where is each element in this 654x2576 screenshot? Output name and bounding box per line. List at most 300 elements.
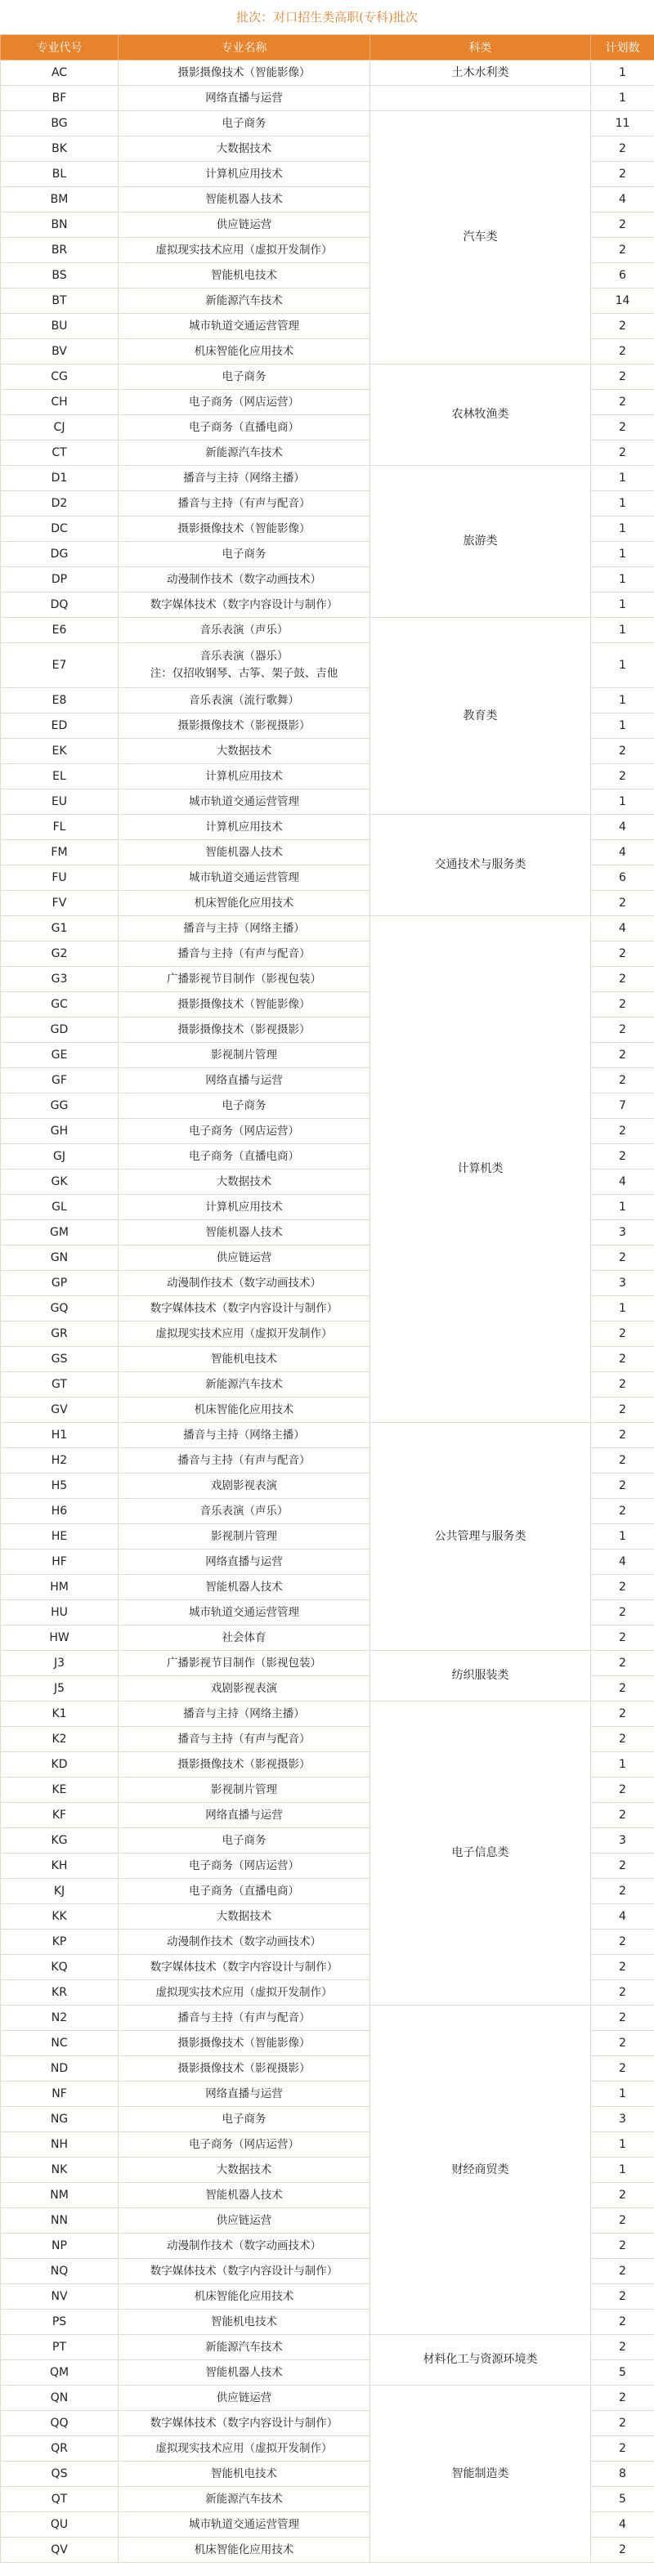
- cell-name: 虚拟现实技术应用（虚拟开发制作）: [119, 2436, 370, 2462]
- cell-category: 智能制造类: [370, 2386, 591, 2563]
- cell-code: ND: [1, 2056, 119, 2082]
- cell-name: 电子商务: [119, 364, 370, 390]
- cell-plan-count: 2: [591, 2056, 654, 2082]
- cell-code: J3: [1, 1651, 119, 1676]
- cell-plan-count: 2: [591, 238, 654, 263]
- cell-plan-count: 1: [591, 60, 654, 86]
- cell-code: FM: [1, 840, 119, 865]
- cell-name: 虚拟现实技术应用（虚拟开发制作）: [119, 1322, 370, 1347]
- cell-name: 新能源汽车技术: [119, 2487, 370, 2512]
- cell-name: 播音与主持（网络主播）: [119, 1702, 370, 1727]
- cell-name: 供应链运营: [119, 1246, 370, 1271]
- table-row: [1, 2006, 654, 2031]
- cell-plan-count: 2: [591, 1879, 654, 1904]
- cell-plan-count: 2: [591, 2031, 654, 2056]
- cell-code: K1: [1, 1702, 119, 1727]
- cell-plan-count: 2: [591, 136, 654, 162]
- cell-plan-count: 1: [591, 593, 654, 618]
- cell-plan-count: 2: [591, 441, 654, 466]
- cell-code: GH: [1, 1119, 119, 1144]
- cell-name: 电子商务（网店运营）: [119, 390, 370, 415]
- cell-code: PS: [1, 2310, 119, 2335]
- cell-plan-count: 2: [591, 1322, 654, 1347]
- cell-plan-count: 2: [591, 1980, 654, 2006]
- cell-plan-count: 4: [591, 1550, 654, 1575]
- cell-name: 音乐表演（声乐）: [119, 618, 370, 643]
- cell-plan-count: 1: [591, 517, 654, 542]
- cell-plan-count: 2: [591, 967, 654, 992]
- cell-category: 公共管理与服务类: [370, 1423, 591, 1651]
- cell-code: NH: [1, 2132, 119, 2158]
- cell-plan-count: 1: [591, 1752, 654, 1778]
- cell-code: HF: [1, 1550, 119, 1575]
- cell-plan-count: 2: [591, 2436, 654, 2462]
- cell-name: 摄影摄像技术（影视摄影）: [119, 2056, 370, 2082]
- cell-code: H5: [1, 1474, 119, 1499]
- cell-code: GR: [1, 1322, 119, 1347]
- cell-code: KD: [1, 1752, 119, 1778]
- cell-name: 播音与主持（网络主播）: [119, 1423, 370, 1448]
- cell-plan-count: 2: [591, 1955, 654, 1980]
- cell-plan-count: 2: [591, 739, 654, 764]
- cell-plan-count: 6: [591, 263, 654, 288]
- cell-code: K2: [1, 1727, 119, 1752]
- cell-plan-count: 2: [591, 1068, 654, 1093]
- cell-plan-count: 2: [591, 1423, 654, 1448]
- cell-code: D2: [1, 491, 119, 517]
- cell-plan-count: 2: [591, 1347, 654, 1372]
- cell-category: 材料化工与资源环境类: [370, 2335, 591, 2386]
- cell-code: QS: [1, 2462, 119, 2487]
- cell-name: 网络直播与运营: [119, 1550, 370, 1575]
- cell-code: HU: [1, 1600, 119, 1626]
- cell-code: HW: [1, 1626, 119, 1651]
- cell-plan-count: 2: [591, 2386, 654, 2411]
- cell-name: 网络直播与运营: [119, 1068, 370, 1093]
- cell-code: QN: [1, 2386, 119, 2411]
- cell-category: 旅游类: [370, 466, 591, 618]
- header-category: 科类: [370, 35, 591, 60]
- cell-name: 电子商务（网店运营）: [119, 1854, 370, 1879]
- cell-name: 大数据技术: [119, 739, 370, 764]
- cell-name: 大数据技术: [119, 1169, 370, 1195]
- cell-code: NM: [1, 2183, 119, 2208]
- cell-name: 新能源汽车技术: [119, 2335, 370, 2360]
- cell-name: 城市轨道交通运营管理: [119, 314, 370, 339]
- cell-plan-count: 1: [591, 643, 654, 688]
- cell-plan-count: 1: [591, 713, 654, 739]
- cell-code: NG: [1, 2107, 119, 2132]
- cell-code: NQ: [1, 2259, 119, 2284]
- page-title: 批次：对口招生类高职(专科)批次: [236, 10, 418, 25]
- cell-plan-count: 2: [591, 1575, 654, 1600]
- cell-plan-count: 4: [591, 2512, 654, 2538]
- cell-name: 智能机电技术: [119, 2310, 370, 2335]
- cell-code: BG: [1, 111, 119, 136]
- table-row: [1, 2386, 654, 2411]
- cell-plan-count: 1: [591, 542, 654, 567]
- cell-plan-count: 2: [591, 1651, 654, 1676]
- header-plan-count: 计划数: [591, 35, 654, 60]
- cell-name: 计算机应用技术: [119, 815, 370, 840]
- cell-name: 机床智能化应用技术: [119, 2538, 370, 2563]
- cell-code: QV: [1, 2538, 119, 2563]
- cell-name: 机床智能化应用技术: [119, 2284, 370, 2310]
- cell-name: 电子商务: [119, 2107, 370, 2132]
- cell-plan-count: 2: [591, 1246, 654, 1271]
- cell-name: 播音与主持（有声与配音）: [119, 941, 370, 967]
- cell-name: 播音与主持（网络主播）: [119, 466, 370, 491]
- cell-code: GM: [1, 1220, 119, 1246]
- cell-code: BK: [1, 136, 119, 162]
- cell-code: FL: [1, 815, 119, 840]
- cell-code: BN: [1, 212, 119, 238]
- cell-code: DC: [1, 517, 119, 542]
- cell-category: [370, 86, 591, 111]
- cell-plan-count: 4: [591, 1169, 654, 1195]
- cell-name: 智能机器人技术: [119, 2360, 370, 2386]
- cell-name: 机床智能化应用技术: [119, 891, 370, 916]
- cell-code: AC: [1, 60, 119, 86]
- cell-plan-count: 3: [591, 1220, 654, 1246]
- cell-code: KK: [1, 1904, 119, 1930]
- cell-plan-count: 1: [591, 86, 654, 111]
- cell-name: 城市轨道交通运营管理: [119, 1600, 370, 1626]
- cell-name: 戏剧影视表演: [119, 1676, 370, 1702]
- table-row: [1, 364, 654, 390]
- table-row: [1, 1702, 654, 1727]
- cell-plan-count: 2: [591, 2208, 654, 2234]
- cell-name: 动漫制作技术（数字动画技术）: [119, 567, 370, 593]
- cell-plan-count: 2: [591, 2335, 654, 2360]
- cell-code: FU: [1, 865, 119, 891]
- cell-name: 网络直播与运营: [119, 1803, 370, 1828]
- cell-code: GV: [1, 1398, 119, 1423]
- cell-name: 摄影摄像技术（智能影像）: [119, 2031, 370, 2056]
- cell-code: GJ: [1, 1144, 119, 1169]
- cell-plan-count: 2: [591, 2538, 654, 2563]
- cell-name-note: 注：仅招收钢琴、古筝、架子鼓、吉他: [150, 667, 338, 680]
- cell-name: 城市轨道交通运营管理: [119, 789, 370, 815]
- cell-plan-count: 2: [591, 1727, 654, 1752]
- table-row: [1, 618, 654, 643]
- cell-name: 智能机电技术: [119, 1347, 370, 1372]
- cell-code: E6: [1, 618, 119, 643]
- cell-plan-count: 1: [591, 567, 654, 593]
- cell-code: GL: [1, 1195, 119, 1220]
- cell-name: 电子商务（直播电商）: [119, 415, 370, 441]
- cell-plan-count: 4: [591, 1904, 654, 1930]
- cell-plan-count: 2: [591, 1474, 654, 1499]
- cell-code: EU: [1, 789, 119, 815]
- cell-plan-count: 2: [591, 1676, 654, 1702]
- cell-name: 计算机应用技术: [119, 764, 370, 789]
- cell-name: 影视制片管理: [119, 1778, 370, 1803]
- cell-plan-count: 6: [591, 865, 654, 891]
- cell-plan-count: 2: [591, 2411, 654, 2436]
- cell-name: 数字媒体技术（数字内容设计与制作）: [119, 593, 370, 618]
- cell-code: BV: [1, 339, 119, 364]
- cell-name: 智能机电技术: [119, 2462, 370, 2487]
- cell-name: 大数据技术: [119, 2158, 370, 2183]
- cell-name: 电子商务（直播电商）: [119, 1879, 370, 1904]
- cell-name: 供应链运营: [119, 212, 370, 238]
- cell-name: 智能机器人技术: [119, 840, 370, 865]
- cell-plan-count: 2: [591, 162, 654, 187]
- cell-code: H1: [1, 1423, 119, 1448]
- cell-plan-count: 2: [591, 1017, 654, 1043]
- cell-code: D1: [1, 466, 119, 491]
- table-row: [1, 815, 654, 840]
- cell-name: 新能源汽车技术: [119, 441, 370, 466]
- cell-code: QM: [1, 2360, 119, 2386]
- table-row: [1, 111, 654, 136]
- cell-plan-count: 1: [591, 1195, 654, 1220]
- cell-name: 播音与主持（有声与配音）: [119, 1448, 370, 1474]
- cell-code: NF: [1, 2082, 119, 2107]
- cell-code: GG: [1, 1093, 119, 1119]
- cell-name: 电子商务: [119, 542, 370, 567]
- cell-plan-count: 2: [591, 1600, 654, 1626]
- cell-plan-count: 2: [591, 891, 654, 916]
- cell-name: 摄影摄像技术（影视摄影）: [119, 1752, 370, 1778]
- cell-plan-count: 8: [591, 2462, 654, 2487]
- cell-category: 财经商贸类: [370, 2006, 591, 2335]
- cell-code: NC: [1, 2031, 119, 2056]
- cell-name: 电子商务（网店运营）: [119, 2132, 370, 2158]
- cell-code: KE: [1, 1778, 119, 1803]
- cell-code: BL: [1, 162, 119, 187]
- cell-code: H2: [1, 1448, 119, 1474]
- cell-name: 音乐表演（流行歌舞）: [119, 688, 370, 713]
- table-header-row: [1, 35, 654, 60]
- cell-name-line: 音乐表演（器乐）: [199, 650, 289, 663]
- cell-name: 动漫制作技术（数字动画技术）: [119, 1930, 370, 1955]
- cell-plan-count: 2: [591, 764, 654, 789]
- cell-name: 机床智能化应用技术: [119, 1398, 370, 1423]
- cell-name: 动漫制作技术（数字动画技术）: [119, 2234, 370, 2259]
- cell-code: GN: [1, 1246, 119, 1271]
- cell-category: 交通技术与服务类: [370, 815, 591, 916]
- cell-code: BR: [1, 238, 119, 263]
- cell-code: QQ: [1, 2411, 119, 2436]
- cell-category: 汽车类: [370, 111, 591, 364]
- cell-plan-count: 2: [591, 1398, 654, 1423]
- cell-name: 智能机器人技术: [119, 2183, 370, 2208]
- cell-name: 智能机器人技术: [119, 187, 370, 212]
- cell-name: 摄影摄像技术（智能影像）: [119, 992, 370, 1017]
- cell-code: KR: [1, 1980, 119, 2006]
- cell-plan-count: 2: [591, 2310, 654, 2335]
- admission-plan-table: [0, 34, 654, 2563]
- cell-plan-count: 1: [591, 789, 654, 815]
- cell-name: 数字媒体技术（数字内容设计与制作）: [119, 1296, 370, 1322]
- cell-name: 数字媒体技术（数字内容设计与制作）: [119, 2259, 370, 2284]
- cell-code: GP: [1, 1271, 119, 1296]
- cell-code: N2: [1, 2006, 119, 2031]
- cell-name: 虚拟现实技术应用（虚拟开发制作）: [119, 238, 370, 263]
- header-name: 专业名称: [119, 35, 370, 60]
- cell-plan-count: 1: [591, 618, 654, 643]
- cell-name: 音乐表演（声乐）: [119, 1499, 370, 1524]
- cell-name: 电子商务（直播电商）: [119, 1144, 370, 1169]
- cell-name: 计算机应用技术: [119, 1195, 370, 1220]
- cell-code: ED: [1, 713, 119, 739]
- cell-name: 影视制片管理: [119, 1043, 370, 1068]
- table-row: [1, 60, 654, 86]
- cell-code: KJ: [1, 1879, 119, 1904]
- cell-code: NP: [1, 2234, 119, 2259]
- cell-code: GS: [1, 1347, 119, 1372]
- cell-name: 社会体育: [119, 1626, 370, 1651]
- cell-name: 摄影摄像技术（智能影像）: [119, 60, 370, 86]
- table-row: [1, 1651, 654, 1676]
- cell-code: EL: [1, 764, 119, 789]
- cell-code: EK: [1, 739, 119, 764]
- cell-name: 动漫制作技术（数字动画技术）: [119, 1271, 370, 1296]
- cell-code: CT: [1, 441, 119, 466]
- cell-name: [119, 643, 370, 688]
- cell-category: 计算机类: [370, 916, 591, 1423]
- cell-plan-count: 5: [591, 2487, 654, 2512]
- cell-plan-count: 2: [591, 2006, 654, 2031]
- cell-code: PT: [1, 2335, 119, 2360]
- cell-plan-count: 2: [591, 314, 654, 339]
- cell-name: 城市轨道交通运营管理: [119, 865, 370, 891]
- cell-name: 网络直播与运营: [119, 86, 370, 111]
- cell-code: QT: [1, 2487, 119, 2512]
- cell-plan-count: 3: [591, 1271, 654, 1296]
- cell-plan-count: 2: [591, 1803, 654, 1828]
- cell-plan-count: 4: [591, 840, 654, 865]
- cell-plan-count: 2: [591, 1854, 654, 1879]
- cell-plan-count: 2: [591, 1372, 654, 1398]
- cell-plan-count: 2: [591, 1930, 654, 1955]
- cell-name: 广播影视节目制作（影视包装）: [119, 1651, 370, 1676]
- cell-name: 新能源汽车技术: [119, 288, 370, 314]
- cell-code: DQ: [1, 593, 119, 618]
- cell-code: H6: [1, 1499, 119, 1524]
- cell-category: 农林牧渔类: [370, 364, 591, 466]
- cell-plan-count: 2: [591, 2284, 654, 2310]
- cell-name: 播音与主持（有声与配音）: [119, 491, 370, 517]
- cell-plan-count: 7: [591, 1093, 654, 1119]
- cell-plan-count: 2: [591, 2183, 654, 2208]
- cell-code: HM: [1, 1575, 119, 1600]
- cell-plan-count: 2: [591, 2259, 654, 2284]
- cell-plan-count: 3: [591, 1828, 654, 1854]
- cell-name: 供应链运营: [119, 2208, 370, 2234]
- cell-code: E7: [1, 643, 119, 688]
- cell-plan-count: 4: [591, 916, 654, 941]
- cell-code: GQ: [1, 1296, 119, 1322]
- cell-plan-count: 1: [591, 491, 654, 517]
- cell-name: 机床智能化应用技术: [119, 339, 370, 364]
- cell-plan-count: 1: [591, 2132, 654, 2158]
- cell-code: KF: [1, 1803, 119, 1828]
- cell-name: 计算机应用技术: [119, 162, 370, 187]
- cell-code: DP: [1, 567, 119, 593]
- cell-name: 智能机电技术: [119, 263, 370, 288]
- cell-code: J5: [1, 1676, 119, 1702]
- cell-name: 播音与主持（网络主播）: [119, 916, 370, 941]
- cell-plan-count: 2: [591, 364, 654, 390]
- cell-name: 广播影视节目制作（影视包装）: [119, 967, 370, 992]
- cell-name: 电子商务: [119, 1828, 370, 1854]
- cell-name: 数字媒体技术（数字内容设计与制作）: [119, 1955, 370, 1980]
- cell-plan-count: 1: [591, 2082, 654, 2107]
- cell-code: BU: [1, 314, 119, 339]
- cell-code: NK: [1, 2158, 119, 2183]
- cell-name: 智能机器人技术: [119, 1575, 370, 1600]
- cell-code: GE: [1, 1043, 119, 1068]
- cell-plan-count: 2: [591, 1043, 654, 1068]
- cell-plan-count: 14: [591, 288, 654, 314]
- cell-name: 新能源汽车技术: [119, 1372, 370, 1398]
- cell-code: G3: [1, 967, 119, 992]
- cell-name: 大数据技术: [119, 136, 370, 162]
- cell-plan-count: 1: [591, 1524, 654, 1550]
- cell-name: 影视制片管理: [119, 1524, 370, 1550]
- cell-name: 摄影摄像技术（智能影像）: [119, 517, 370, 542]
- cell-code: HE: [1, 1524, 119, 1550]
- cell-name: 摄影摄像技术（影视摄影）: [119, 713, 370, 739]
- cell-name: 网络直播与运营: [119, 2082, 370, 2107]
- cell-plan-count: 1: [591, 466, 654, 491]
- cell-code: CJ: [1, 415, 119, 441]
- cell-plan-count: 2: [591, 1499, 654, 1524]
- cell-name: 电子商务（网店运营）: [119, 1119, 370, 1144]
- cell-code: BF: [1, 86, 119, 111]
- cell-name: 虚拟现实技术应用（虚拟开发制作）: [119, 1980, 370, 2006]
- cell-code: G2: [1, 941, 119, 967]
- cell-plan-count: 11: [591, 111, 654, 136]
- cell-code: GD: [1, 1017, 119, 1043]
- cell-name: 摄影摄像技术（影视摄影）: [119, 1017, 370, 1043]
- cell-name: 电子商务: [119, 1093, 370, 1119]
- cell-code: CG: [1, 364, 119, 390]
- cell-code: GK: [1, 1169, 119, 1195]
- cell-code: BM: [1, 187, 119, 212]
- cell-plan-count: 2: [591, 1626, 654, 1651]
- cell-plan-count: 2: [591, 941, 654, 967]
- cell-plan-count: 2: [591, 2234, 654, 2259]
- cell-category: 教育类: [370, 618, 591, 815]
- cell-name: 大数据技术: [119, 1904, 370, 1930]
- cell-plan-count: 2: [591, 1702, 654, 1727]
- cell-code: KQ: [1, 1955, 119, 1980]
- cell-code: BT: [1, 288, 119, 314]
- cell-plan-count: 2: [591, 212, 654, 238]
- cell-code: QR: [1, 2436, 119, 2462]
- cell-plan-count: 3: [591, 2107, 654, 2132]
- cell-name: 戏剧影视表演: [119, 1474, 370, 1499]
- cell-code: E8: [1, 688, 119, 713]
- cell-name: 播音与主持（有声与配音）: [119, 1727, 370, 1752]
- cell-code: KH: [1, 1854, 119, 1879]
- cell-code: CH: [1, 390, 119, 415]
- cell-name: 数字媒体技术（数字内容设计与制作）: [119, 2411, 370, 2436]
- cell-plan-count: 2: [591, 339, 654, 364]
- cell-plan-count: 5: [591, 2360, 654, 2386]
- cell-code: FV: [1, 891, 119, 916]
- cell-plan-count: 2: [591, 992, 654, 1017]
- cell-plan-count: 4: [591, 815, 654, 840]
- cell-code: DG: [1, 542, 119, 567]
- table-row: [1, 2335, 654, 2360]
- cell-plan-count: 2: [591, 1119, 654, 1144]
- cell-category: 土木水利类: [370, 60, 591, 86]
